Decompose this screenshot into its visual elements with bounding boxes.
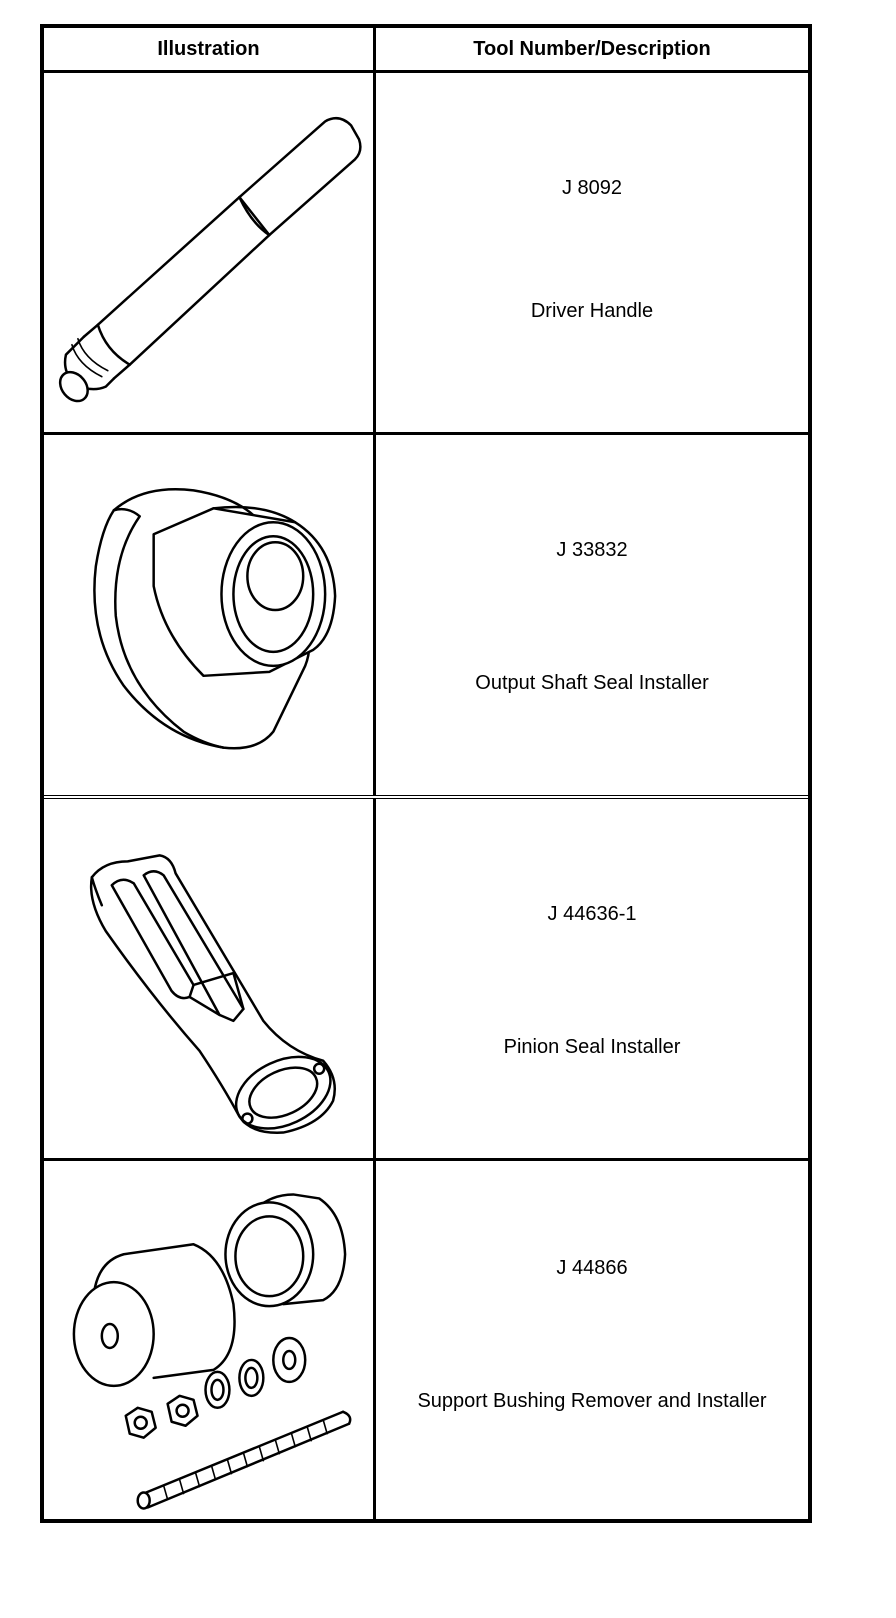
tool-description: Driver Handle — [530, 300, 654, 322]
illustration-cell — [44, 73, 376, 432]
pinion-seal-installer-icon — [44, 801, 373, 1157]
tool-number: J 44636-1 — [547, 903, 637, 925]
output-shaft-seal-installer-icon — [44, 436, 373, 794]
table-row — [44, 73, 808, 435]
description-cell — [376, 73, 808, 432]
table-row — [44, 435, 808, 799]
description-cell — [376, 1161, 808, 1519]
header-illustration: Illustration — [44, 28, 376, 70]
table-row — [44, 799, 808, 1161]
table-row — [44, 1161, 808, 1519]
tool-number: J 8092 — [561, 177, 623, 199]
description-cell — [376, 799, 808, 1158]
driver-handle-icon — [44, 75, 373, 431]
tool-description: Pinion Seal Installer — [503, 1036, 681, 1058]
illustration-cell — [44, 435, 376, 795]
tool-description: Support Bushing Remover and Installer — [417, 1390, 767, 1412]
tool-description: Output Shaft Seal Installer — [475, 672, 709, 694]
support-bushing-tool-icon — [44, 1164, 373, 1516]
table-header — [44, 28, 808, 73]
tool-table — [40, 24, 812, 1523]
illustration-cell — [44, 799, 376, 1158]
tool-number: J 33832 — [556, 539, 628, 561]
header-tool-number-description: Tool Number/Description — [473, 37, 711, 60]
tool-number: J 44866 — [556, 1257, 628, 1279]
description-cell — [376, 435, 808, 795]
illustration-cell — [44, 1161, 376, 1519]
